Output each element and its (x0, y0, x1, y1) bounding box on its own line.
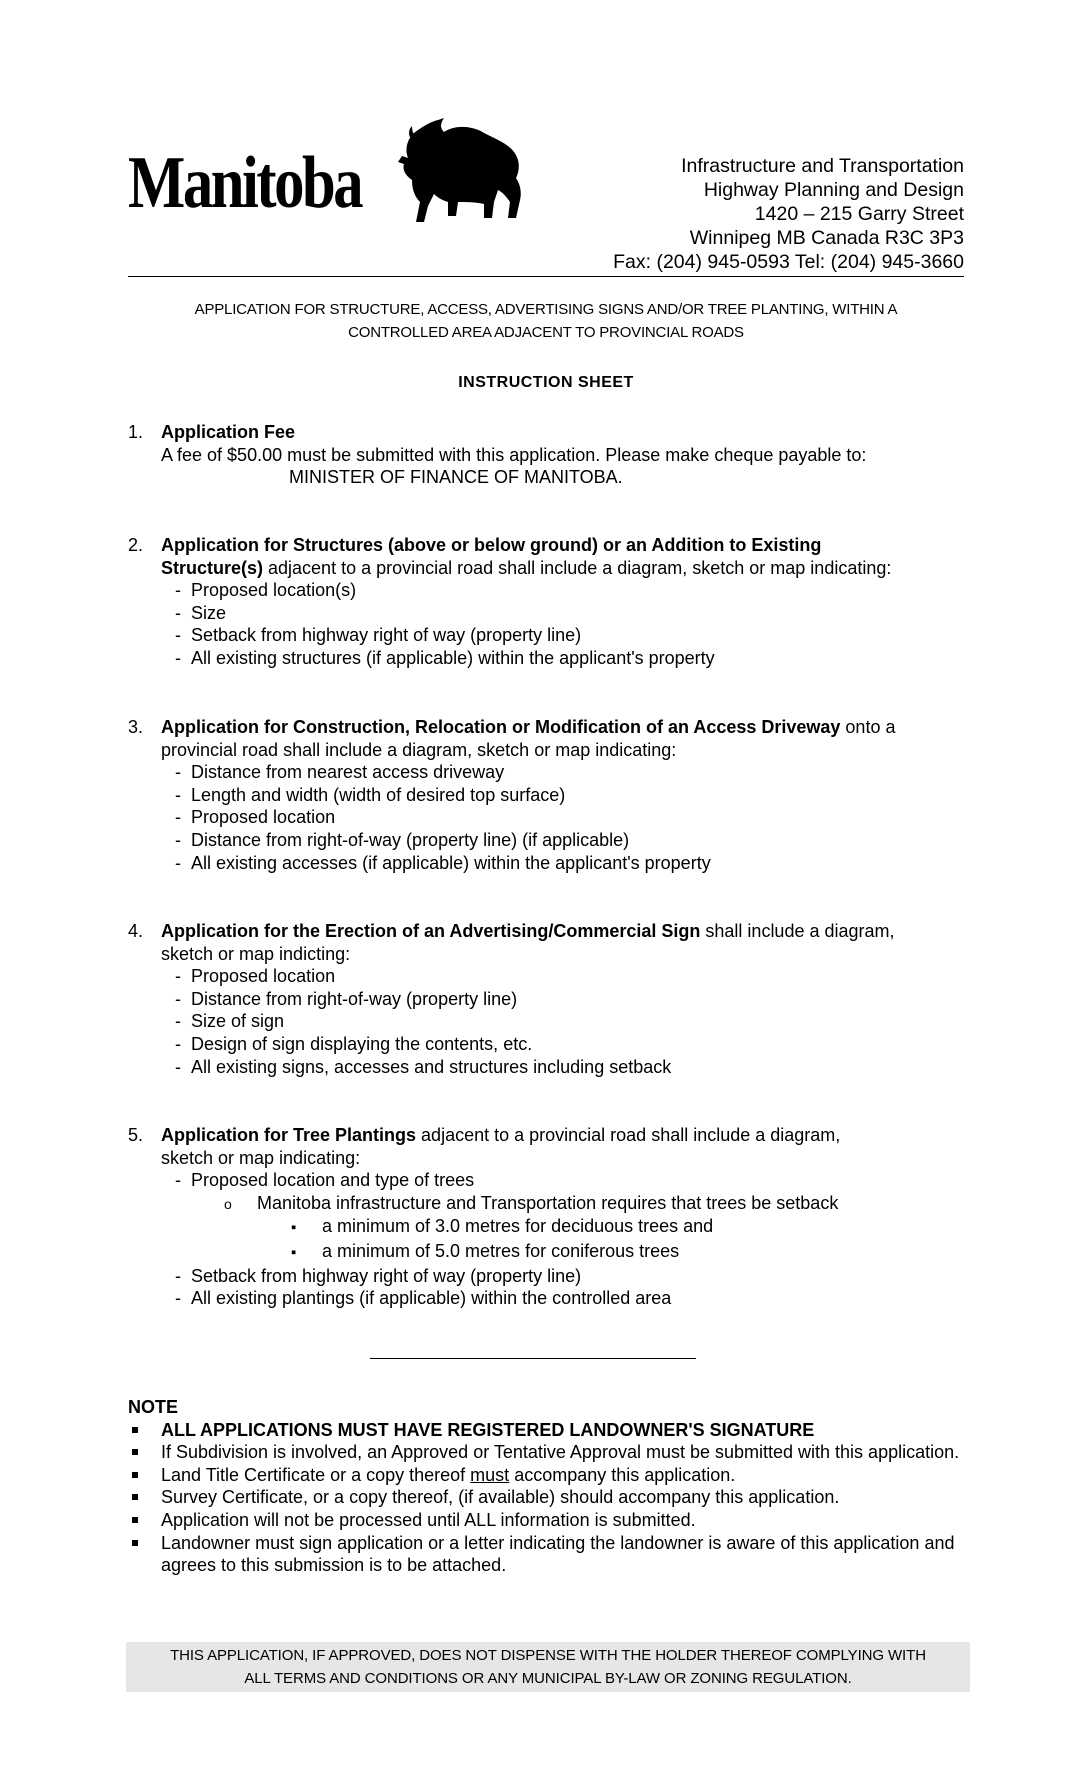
sub-sub-list-item: ▪ a minimum of 5.0 metres for coniferous trees (161, 1240, 979, 1265)
note-text: Land Title Certificate or a copy thereof (161, 1464, 471, 1485)
dept-line-5: Fax: (204) 945-0593 Tel: (204) 945-3660 (613, 251, 964, 273)
section-heading: Application for the Erection of an Advertising/Commercial Sign (161, 921, 701, 941)
section-intro (161, 920, 979, 943)
note-item (128, 1464, 988, 1487)
footer-line-2: ALL TERMS AND CONDITIONS OR ANY MUNICIPAL BY-LAW OR ZONING REGULATION. (244, 1670, 852, 1687)
dept-line-3: 1420 – 215 Garry Street (754, 203, 964, 225)
note-item: Survey Certificate, or a copy thereof, (if available) should accompany this application. (128, 1486, 988, 1509)
note-text: accompany this application. (509, 1464, 736, 1485)
list-item: - Proposed location and type of trees (161, 1169, 979, 1192)
dept-line-4: Winnipeg MB Canada R3C 3P3 (689, 227, 964, 249)
fee-text: A fee of $50.00 must be submitted with this application. Please make cheque payable to: (161, 444, 867, 465)
section-heading: Application Fee (161, 422, 296, 442)
list-item: - Proposed location (161, 965, 979, 988)
payee: MINISTER OF FINANCE OF MANITOBA. (289, 467, 623, 488)
sub-sub-list-item: ▪ a minimum of 3.0 metres for deciduous trees and (161, 1215, 979, 1240)
note-emphasis: must (470, 1464, 510, 1485)
logo-wordmark: Manitoba (128, 142, 362, 224)
dept-line-2: Highway Planning and Design (703, 179, 964, 201)
note-list (128, 1419, 988, 1577)
list-item: - All existing plantings (if applicable) within the controlled area (161, 1287, 979, 1310)
application-title (128, 298, 964, 344)
section-number: 5. (128, 1125, 144, 1145)
list-item: - All existing signs, accesses and structures including setback (161, 1056, 979, 1079)
list-item: - Size (161, 602, 979, 625)
section-heading-cont: Structure(s) (161, 557, 264, 578)
dept-line-1: Infrastructure and Transportation (681, 155, 964, 177)
note-item: ALL APPLICATIONS MUST HAVE REGISTERED LANDOWNER'S SIGNATURE (128, 1419, 988, 1442)
section-intro-cont: sketch or map indicating: (161, 1147, 361, 1168)
list-item: - Setback from highway right of way (property line) (161, 624, 979, 647)
section-number: 2. (128, 535, 144, 555)
note-heading: NOTE (128, 1397, 179, 1417)
manitoba-logo (128, 118, 528, 228)
section-heading: Application for Tree Plantings (161, 1125, 417, 1145)
note-item: Landowner must sign application or a letter indicating the landowner is aware of this application and agrees to this submission is to be attached. (128, 1532, 988, 1577)
note-section (128, 1396, 988, 1577)
note-item: If Subdivision is involved, an Approved or Tentative Approval must be submitted with this application. (128, 1441, 988, 1464)
list-item: - All existing accesses (if applicable) within the applicant's property (161, 852, 979, 875)
list-item: - Size of sign (161, 1010, 979, 1033)
department-address (504, 154, 964, 274)
disclaimer-footer (126, 1642, 970, 1692)
section-heading: Application for Construction, Relocation or Modification of an Access Driveway (161, 717, 841, 737)
list-item: - Distance from right-of-way (property line) (161, 988, 979, 1011)
section-intro-cont: sketch or map indicting: (161, 943, 351, 964)
list-item: - Proposed location(s) (161, 579, 979, 602)
list-item: - All existing structures (if applicable) within the applicant's property (161, 647, 979, 670)
section-heading: Application for Structures (above or below ground) or an Addition to Existing (161, 535, 822, 555)
sub-list-item: o Manitoba infrastructure and Transportation requires that trees be setback (161, 1192, 979, 1216)
instruction-sheet-title: INSTRUCTION SHEET (458, 374, 634, 391)
list-item: - Design of sign displaying the contents, etc. (161, 1033, 979, 1056)
section-intro (161, 716, 979, 739)
section-number: 4. (128, 921, 144, 941)
section-number: 1. (128, 422, 144, 442)
title-line-1: APPLICATION FOR STRUCTURE, ACCESS, ADVERTISING SIGNS AND/OR TREE PLANTING, WITHIN A (194, 301, 898, 318)
section-intro-text: onto a (840, 717, 896, 737)
list-item: - Distance from right-of-way (property line) (if applicable) (161, 829, 979, 852)
list-item: - Distance from nearest access driveway (161, 761, 979, 784)
section-divider (370, 1358, 696, 1359)
list-item: - Setback from highway right of way (property line) (161, 1265, 979, 1288)
section-intro-cont: provincial road shall include a diagram, sketch or map indicating: (161, 739, 677, 760)
section-intro-text: shall include a diagram, (700, 921, 895, 941)
section-intro-text: adjacent to a provincial road shall include a diagram, sketch or map indicating: (263, 557, 892, 578)
section-intro (161, 557, 979, 580)
note-item: Application will not be processed until ALL information is submitted. (128, 1509, 988, 1532)
footer-line-1: THIS APPLICATION, IF APPROVED, DOES NOT DISPENSE WITH THE HOLDER THEREOF COMPLYING WITH (170, 1647, 926, 1664)
section-number: 3. (128, 717, 144, 737)
section-intro-text: adjacent to a provincial road shall include a diagram, (416, 1125, 841, 1145)
section-intro (161, 1124, 979, 1147)
list-item: - Proposed location (161, 806, 979, 829)
list-item: - Length and width (width of desired top surface) (161, 784, 979, 807)
title-line-2: CONTROLLED AREA ADJACENT TO PROVINCIAL ROADS (348, 324, 744, 341)
header-divider (128, 276, 964, 277)
